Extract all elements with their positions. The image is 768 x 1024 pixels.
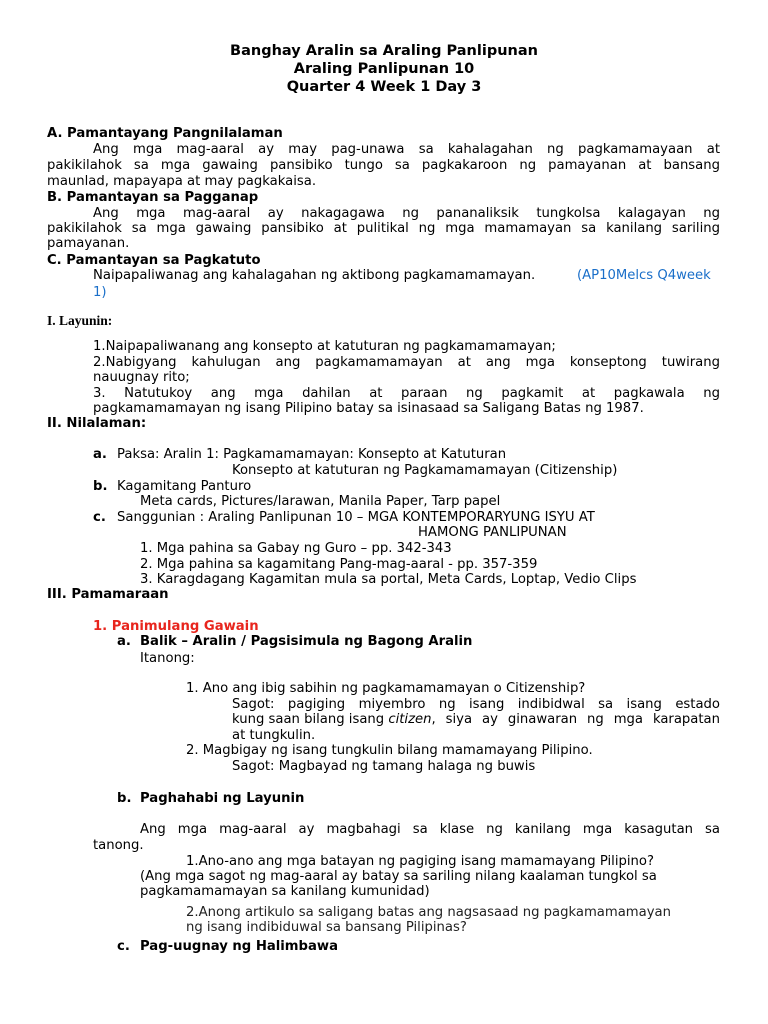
question-2: 2. Magbigay ng isang tungkulin bilang mamamayang Pilipino. [186,743,593,758]
paghahabi-line2: tanong. [93,838,144,853]
answer-1-end: at tungkulin. [232,728,316,743]
section-b-line3: pamayanan. [47,236,130,251]
paghahabi-question-1: 1.Ano-ano ang mga batayan ng pagiging isang mamamayang Pilipino? [186,854,654,869]
section-b-title: B. Pamantayan sa Pagganap [47,190,259,205]
kagamitan: Kagamitang Panturo [117,479,252,494]
reference-item: 1. Mga pahina sa Gabay ng Guro – pp. 342-343 [140,541,452,556]
pag-uugnay-title: Pag-uugnay ng Halimbawa [140,939,338,954]
sanggunian: Sanggunian : Araling Panlipunan 10 – MGA KONTEMPORARYUNG ISYU AT [117,510,595,525]
paghahabi-question-2: 2.Anong artikulo sa saligang batas ang nagsasaad ng pagkamamamayan [186,905,671,920]
question-1: 1. Ano ang ibig sabihin ng pagkamamamayan o Citizenship? [186,681,586,696]
sanggunian-cont: HAMONG PANLIPUNAN [418,525,567,540]
answer-1-cont-text: , siya ay ginawaran ng mga karapatan [431,712,720,727]
paghahabi-note-1: (Ang mga sagot ng mag-aaral ay batay sa sariling nilang kaalaman tungkol sa [140,869,657,884]
paghahabi-line1: Ang mga mag-aaral ay magbahagi sa klase ng kanilang mga kasagutan sa [140,822,720,837]
melc-code-cont: 1) [93,285,107,300]
paksa: Paksa: Aralin 1: Pagkamamamayan: Konsepto at Katuturan [117,447,507,462]
doc-subject: Araling Panlipunan 10 [293,61,475,77]
answer-1-cont-text: kung saan bilang isang [232,712,389,727]
section-a-line2: pakikilahok sa mga gawaing pansibiko tungo sa pagkakaroon ng pamayanan at bansang [47,158,720,173]
paksa-sub: Konsepto at katuturan ng Pagkamamamayan (Citizenship) [232,463,618,478]
reference-item: 2. Mga pahina sa kagamitang Pang-mag-aaral - pp. 357-359 [140,557,538,572]
section-c-line1: Naipapaliwanag ang kahalagahan ng aktibong pagkamamamayan. [93,268,536,283]
layunin-title: I. Layunin: [47,313,113,328]
section-a-line3: maunlad, mapayapa at may pagkakaisa. [47,174,317,189]
layunin-item-1: 1.Naipapaliwanang ang konsepto at katuturan ng pagkamamamayan; [93,339,556,354]
list-marker-a: a. [117,634,131,649]
layunin-item-3: 3. Natutukoy ang mga dahilan at paraan ng pagkamit at pagkawala ng [93,386,720,401]
panimulang-gawain: 1. Panimulang Gawain [93,619,259,634]
balik-aralin-title: Balik – Aralin / Pagsisimula ng Bagong Aralin [140,634,473,649]
list-marker-c: c. [117,939,130,954]
list-marker-b: b. [117,791,132,806]
paghahabi-note-2: pagkamamamayan sa kanilang kumunidad) [140,884,430,899]
nilalaman-title: II. Nilalaman: [47,416,147,431]
list-marker-c: c. [93,510,106,525]
reference-item: 3. Karagdagang Kagamitan mula sa portal, Meta Cards, Loptap, Vedio Clips [140,572,637,587]
paghahabi-title: Paghahabi ng Layunin [140,791,305,806]
pamamaraan-title: III. Pamamaraan [47,587,169,602]
paghahabi-question-2-cont: ng isang indibiduwal sa bansang Pilipinas? [186,920,467,935]
answer-1: Sagot: pagiging miyembro ng isang indibidwal sa isang estado [232,697,720,712]
melc-code: (AP10Melcs Q4week [577,268,711,283]
section-a-title: A. Pamantayang Pangnilalaman [47,126,283,141]
section-b-line1: Ang mga mag-aaral ay nakagagawa ng pananaliksik tungkolsa kalagayan ng [93,206,720,221]
doc-quarter: Quarter 4 Week 1 Day 3 [286,79,482,95]
layunin-item-3-cont: pagkamamamayan ng isang Pilipino batay sa isinasaad sa Saligang Batas ng 1987. [93,401,644,416]
layunin-item-2: 2.Nabigyang kahulugan ang pagkamamamayan at ang mga konseptong tuwirang [93,355,720,370]
section-a-line1: Ang mga mag-aaral ay may pag-unawa sa kahalagahan ng pagkamamayaan at [93,142,720,157]
doc-title: Banghay Aralin sa Araling Panlipunan [230,43,538,59]
section-c-title: C. Pamantayan sa Pagkatuto [47,253,261,268]
kagamitan-list: Meta cards, Pictures/larawan, Manila Paper, Tarp papel [140,494,501,509]
layunin-item-2-cont: nauugnay rito; [93,370,190,385]
answer-1-cont [232,712,720,728]
list-marker-b: b. [93,479,108,494]
citizen-term: citizen [388,712,432,727]
list-marker-a: a. [93,447,107,462]
answer-2: Sagot: Magbayad ng tamang halaga ng buwis [232,759,536,774]
section-b-line2: pakikilahok sa mga gawaing pansibiko at pulitikal ng mga mamamayan sa kanilang sariling [47,221,720,236]
itanong-label: Itanong: [140,651,195,666]
